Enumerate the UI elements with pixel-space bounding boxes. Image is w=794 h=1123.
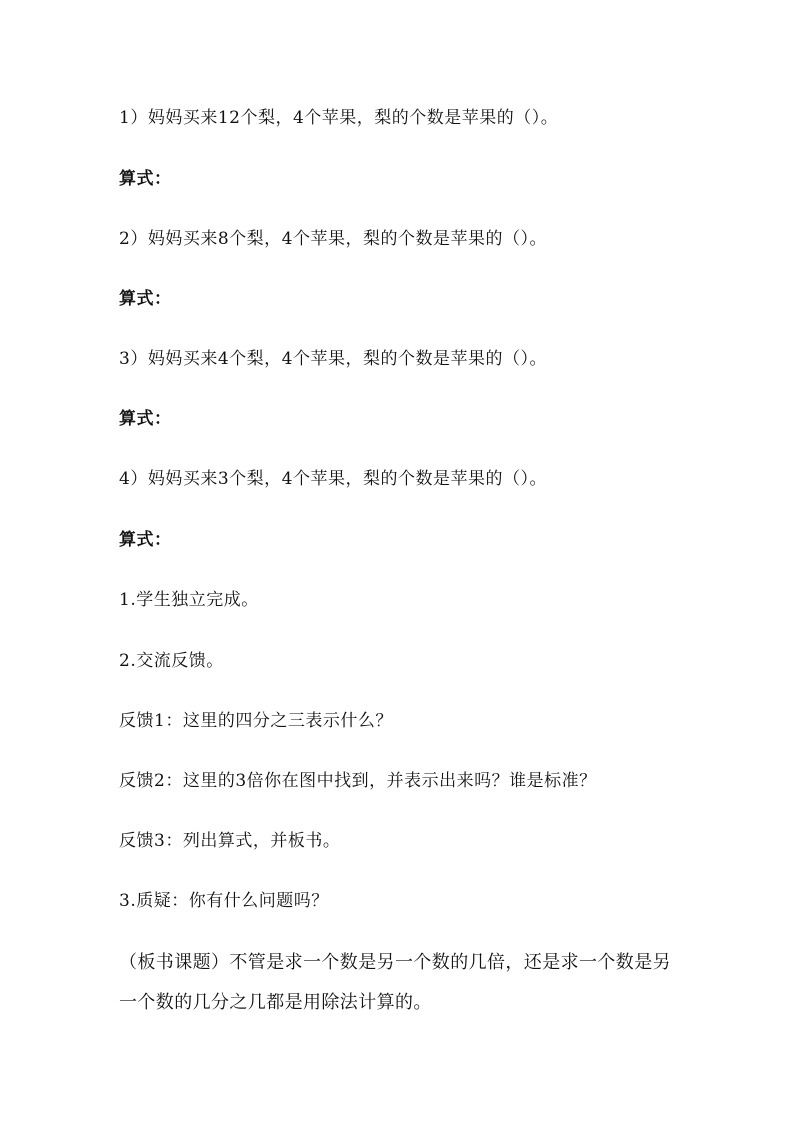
- formula-label-3: 算式：: [119, 409, 172, 429]
- formula-label-4: 算式：: [119, 530, 172, 550]
- step-3: 3.质疑：你有什么问题吗？: [119, 891, 329, 911]
- formula-label-2: 算式：: [119, 289, 172, 309]
- question-3: 3）妈妈买来4个梨，4个苹果，梨的个数是苹果的（）。: [119, 349, 547, 369]
- step-2: 2.交流反馈。: [119, 651, 224, 671]
- question-4: 4）妈妈买来3个梨，4个苹果，梨的个数是苹果的（）。: [119, 469, 547, 489]
- summary-paragraph: （板书课题）不管是求一个数是另一个数的几倍，还是求一个数是另一个数的几分之几都是用除法计算的。: [119, 952, 671, 1013]
- feedback-3: 反馈3：列出算式，并板书。: [119, 831, 341, 851]
- formula-label-1: 算式：: [119, 169, 172, 189]
- step-1: 1.学生独立完成。: [119, 590, 259, 610]
- question-1: 1）妈妈买来12个梨，4个苹果，梨的个数是苹果的（）。: [119, 108, 559, 128]
- feedback-2: 反馈2：这里的3倍你在图中找到，并表示出来吗？谁是标准？: [119, 771, 597, 791]
- feedback-1: 反馈1：这里的四分之三表示什么？: [119, 711, 393, 731]
- question-2: 2）妈妈买来8个梨，4个苹果，梨的个数是苹果的（）。: [119, 229, 547, 249]
